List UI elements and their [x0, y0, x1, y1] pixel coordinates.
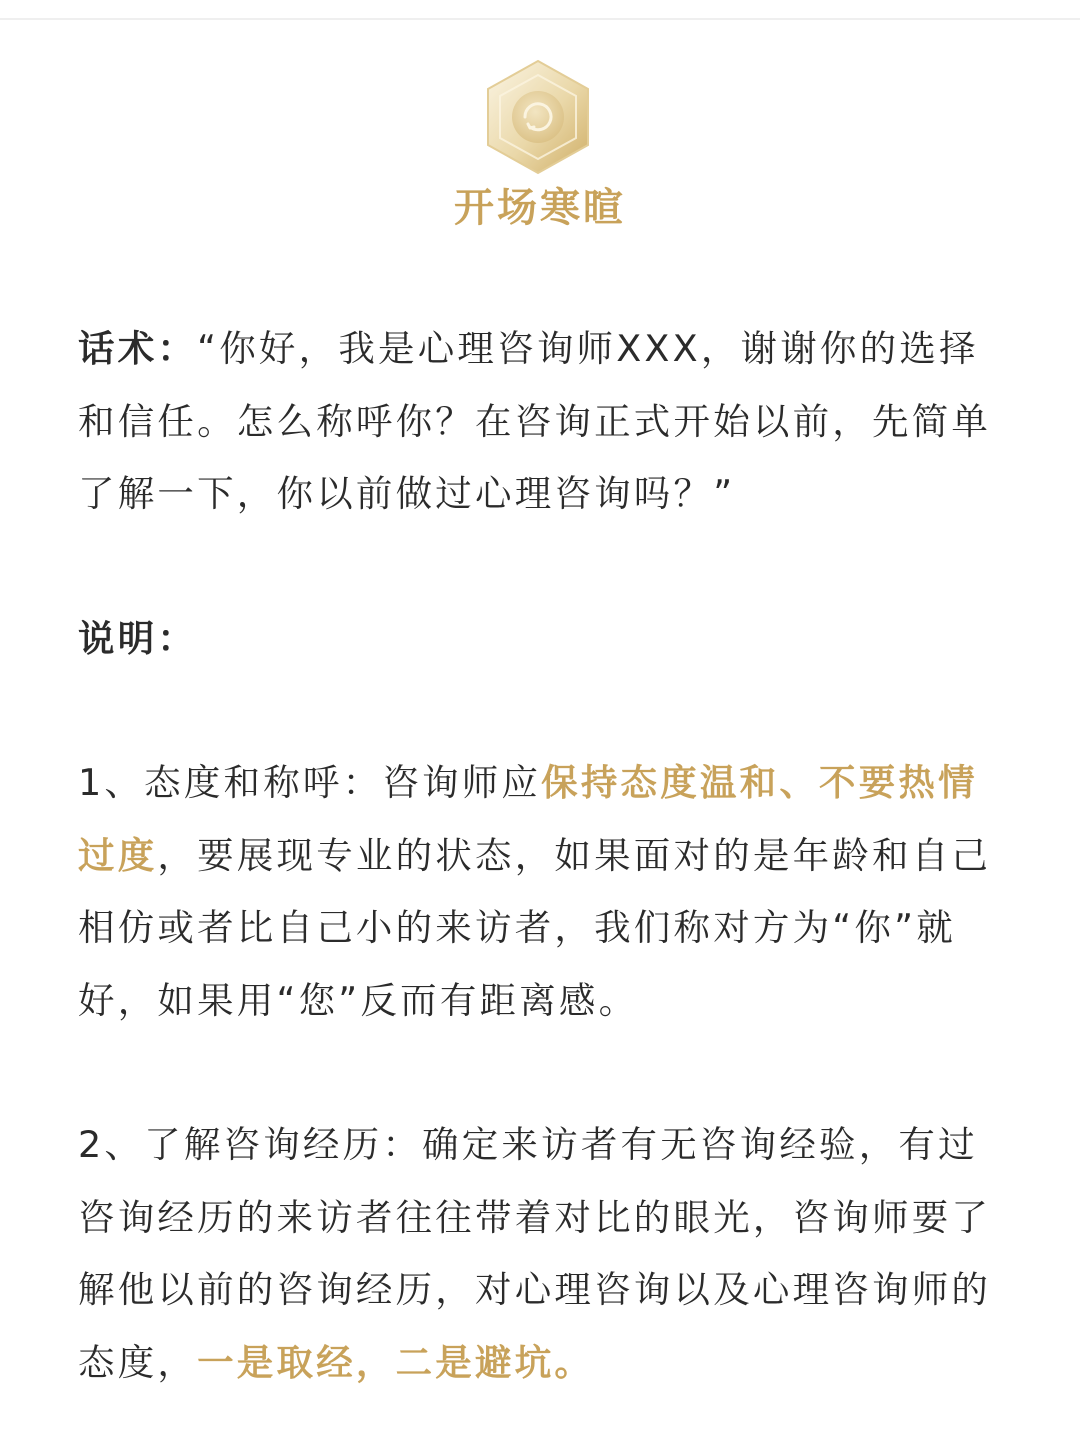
note-item-2-lead: 2、了解咨询经历：确定来访者有无咨询经验，有过咨询经历的来访者往往带着对比的眼光，咨询师要了解他以前的咨询经历，对心理咨询以及心理咨询师的态度，	[78, 1123, 992, 1384]
top-divider	[0, 18, 1080, 20]
page-title: 开场寒暄	[454, 185, 626, 231]
script-label: 话术：	[78, 327, 198, 370]
hexagon-medal-icon	[484, 58, 592, 176]
notes-heading: 说明：	[78, 616, 198, 660]
article-body	[78, 313, 1008, 1399]
note-item-2	[78, 1109, 1008, 1399]
script-text: “你好，我是心理咨询师XXX，谢谢你的选择和信任。怎么称呼你？在咨询正式开始以前，先简单了解一下，你以前做过心理咨询吗？”	[78, 327, 992, 515]
note-item-1-rest: ，要展现专业的状态，如果面对的是年龄和自己相仿或者比自己小的来访者，我们称对方为“你”就好，如果用“您”反而有距离感。	[78, 833, 992, 1022]
note-item-1-highlight: 保持态度温和、不要热情过度	[78, 761, 978, 877]
note-item-2-highlight: 一是取经，二是避坑。	[197, 1340, 595, 1384]
script-paragraph	[78, 313, 1008, 531]
note-item-1	[78, 747, 1008, 1037]
note-item-1-lead: 1、态度和称呼：咨询师应	[78, 761, 542, 804]
